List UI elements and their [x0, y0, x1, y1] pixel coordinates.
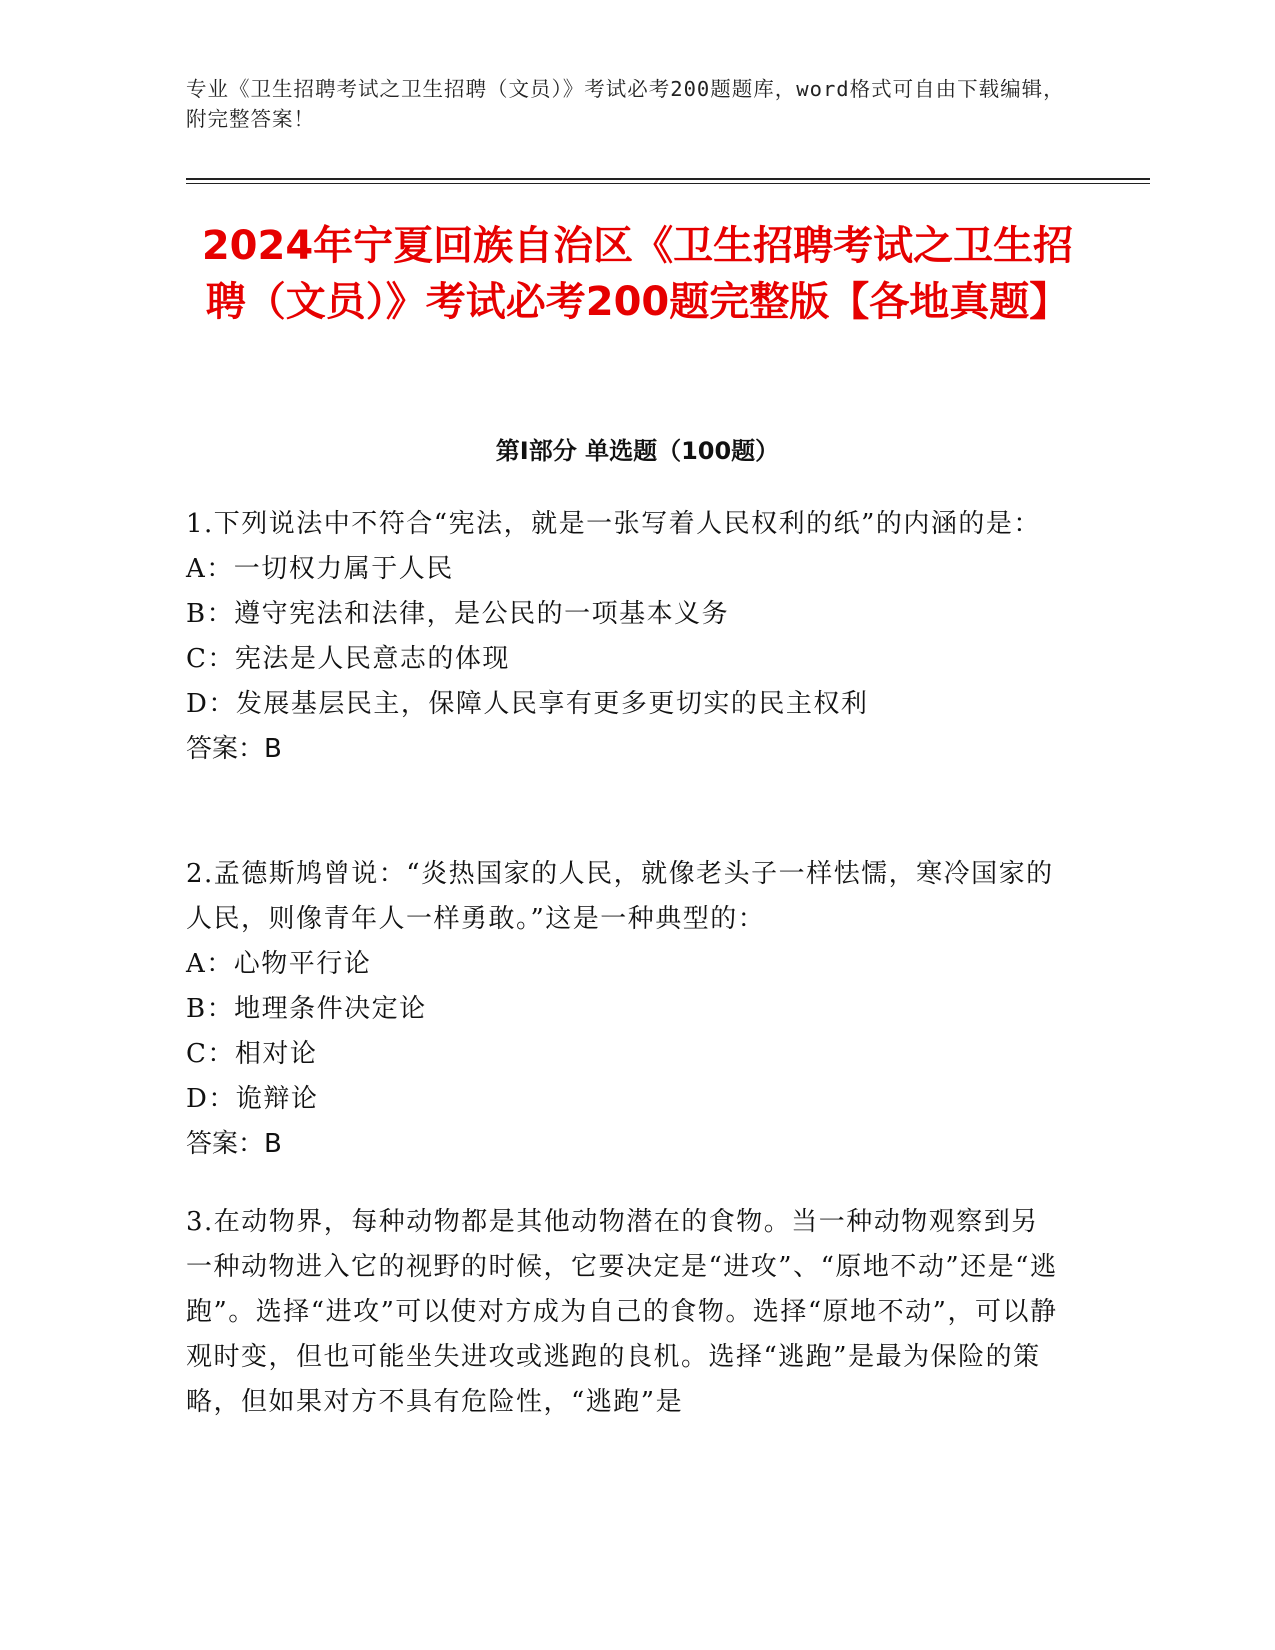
header-note: 专业《卫生招聘考试之卫生招聘（文员）》考试必考200题题库，word格式可自由下载编辑，附完整答案！: [186, 77, 1065, 131]
document-title: 2024年宁夏回族自治区《卫生招聘考试之卫生招聘（文员）》考试必考200题完整版【各地真题】: [201, 223, 1074, 325]
answer: 答案：B: [186, 1129, 282, 1159]
header-rule-thick: [186, 178, 1150, 180]
question-stem: 3.在动物界，每种动物都是其他动物潜在的食物。当一种动物观察到另一种动物进入它的视野的时候，它要决定是“进攻”、“原地不动”还是“逃跑”。选择“进攻”可以使对方成为自己的食物。选择“原地不动”，可以静观时变，但也可能坐失进攻或逃跑的良机。选择“逃跑”是最为保险的策略，但如果对方不具有危险性，“逃跑”是: [186, 1207, 1058, 1417]
option-d: D：诡辩论: [186, 1084, 319, 1114]
option-d: D：发展基层民主，保障人民享有更多更切实的民主权利: [186, 689, 869, 719]
option-c: C：宪法是人民意志的体现: [186, 644, 510, 674]
question-2: [186, 852, 1066, 1167]
option-c: C：相对论: [186, 1039, 318, 1069]
option-b: B：遵守宪法和法律，是公民的一项基本义务: [186, 599, 730, 629]
answer: 答案：B: [186, 734, 282, 764]
question-1: [186, 502, 1066, 772]
question-3: [186, 1200, 1066, 1425]
question-stem: 2.孟德斯鸠曾说：“炎热国家的人民，就像老头子一样怯懦，寒冷国家的人民，则像青年人一样勇敢。”这是一种典型的：: [186, 859, 1054, 934]
question-stem: 1.下列说法中不符合“宪法，就是一张写着人民权利的纸”的内涵的是：: [186, 509, 1041, 539]
option-a: A：心物平行论: [186, 949, 372, 979]
option-a: A：一切权力属于人民: [186, 554, 454, 584]
header-rule-thin: [186, 183, 1150, 184]
option-b: B：地理条件决定论: [186, 994, 427, 1024]
section-title: 第Ⅰ部分 单选题（100题）: [495, 437, 780, 465]
